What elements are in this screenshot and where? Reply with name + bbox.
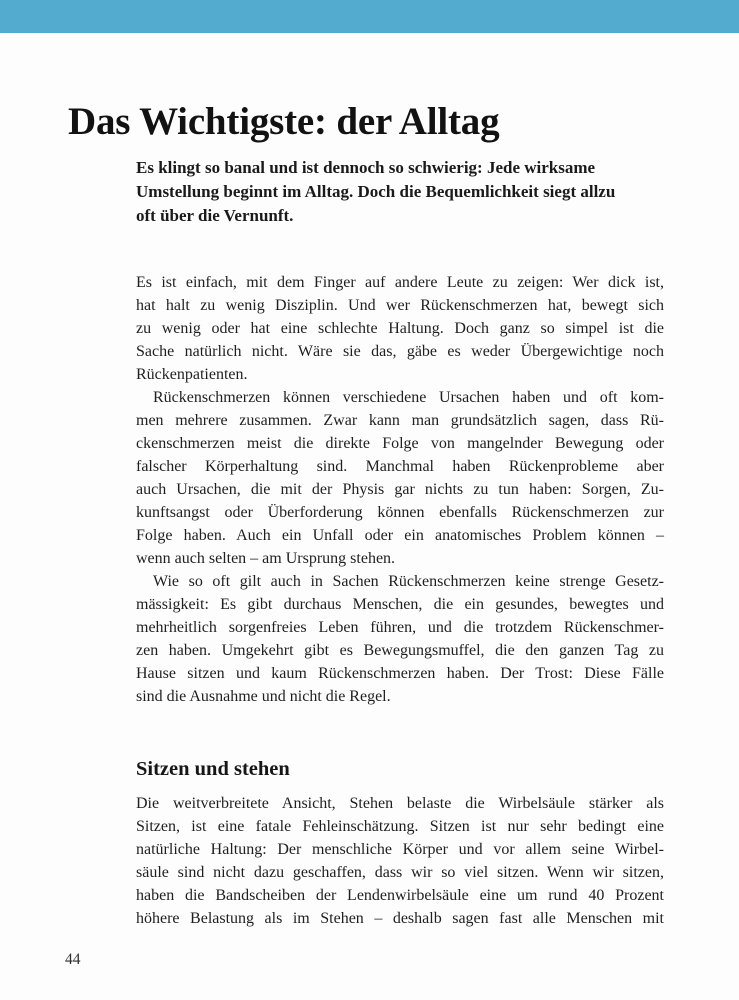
- body-line: sind die Ausnahme und nicht die Regel.: [136, 688, 391, 705]
- body-line: Wie so oft gilt auch in Sachen Rückenschmerzen keine strenge Gesetz-: [153, 573, 664, 590]
- body-line: falscher Körperhaltung sind. Manchmal haben Rückenprobleme aber: [136, 458, 664, 475]
- body-line: mässigkeit: Es gibt durchaus Menschen, die ein gesundes, bewegtes und: [136, 596, 664, 613]
- body-line: Rückenpatienten.: [136, 366, 248, 383]
- body-line: säule sind nicht dazu geschaffen, dass wir so viel sitzen. Wenn wir sitzen,: [136, 864, 664, 881]
- body-line: hat halt zu wenig Disziplin. Und wer Rückenschmerzen hat, bewegt sich: [136, 297, 664, 314]
- lead-line: oft über die Vernunft.: [136, 206, 294, 225]
- lead-paragraph: [136, 156, 681, 228]
- body-line: höhere Belastung als im Stehen – deshalb sagen fast alle Menschen mit: [136, 910, 664, 927]
- top-color-band: [0, 0, 739, 33]
- body-text-block-2: [136, 792, 664, 930]
- lead-line: Umstellung beginnt im Alltag. Doch die Bequemlichkeit siegt allzu: [136, 182, 616, 201]
- body-line: mehrheitlich sorgenfreies Leben führen, und die trotzdem Rückenschmer-: [136, 619, 664, 636]
- body-line: wenn auch selten – am Ursprung stehen.: [136, 550, 396, 567]
- page-number: 44: [65, 951, 81, 968]
- body-line: Rückenschmerzen können verschiedene Ursachen haben und oft kom-: [153, 389, 664, 406]
- body-line: auch Ursachen, die mit der Physis gar nichts zu tun haben: Sorgen, Zu-: [136, 481, 664, 498]
- section-subheading: Sitzen und stehen: [136, 758, 290, 780]
- body-line: zen haben. Umgekehrt gibt es Bewegungsmuffel, die den ganzen Tag zu: [136, 642, 664, 659]
- body-line: Sitzen, ist eine fatale Fehleinschätzung. Sitzen ist nur sehr bedingt eine: [136, 818, 664, 835]
- body-line: Sache natürlich nicht. Wäre sie das, gäbe es weder Übergewichtige noch: [136, 343, 664, 360]
- body-line: zu wenig oder hat eine schlechte Haltung. Doch ganz so simpel ist die: [136, 320, 664, 337]
- body-line: ckenschmerzen meist die direkte Folge von mangelnder Bewegung oder: [136, 435, 664, 452]
- body-line: Die weitverbreitete Ansicht, Stehen belaste die Wirbelsäule stärker als: [136, 795, 664, 812]
- chapter-title: Das Wichtigste: der Alltag: [68, 100, 500, 144]
- body-line: haben die Bandscheiben der Lendenwirbelsäule eine um rund 40 Prozent: [136, 887, 664, 904]
- body-line: natürliche Haltung: Der menschliche Körper und vor allem seine Wirbel-: [136, 841, 664, 858]
- body-line: Es ist einfach, mit dem Finger auf andere Leute zu zeigen: Wer dick ist,: [136, 274, 664, 291]
- body-line: Hause sitzen und kaum Rückenschmerzen haben. Der Trost: Diese Fälle: [136, 665, 664, 682]
- body-line: men mehrere zusammen. Zwar kann man grundsätzlich sagen, dass Rü-: [136, 412, 664, 429]
- body-line: Folge haben. Auch ein Unfall oder ein anatomisches Problem können –: [136, 527, 664, 544]
- body-text-block-1: [136, 271, 664, 708]
- lead-line: Es klingt so banal und ist dennoch so schwierig: Jede wirksame: [136, 158, 596, 177]
- body-line: kunftsangst oder Überforderung können ebenfalls Rückenschmerzen zur: [136, 504, 664, 521]
